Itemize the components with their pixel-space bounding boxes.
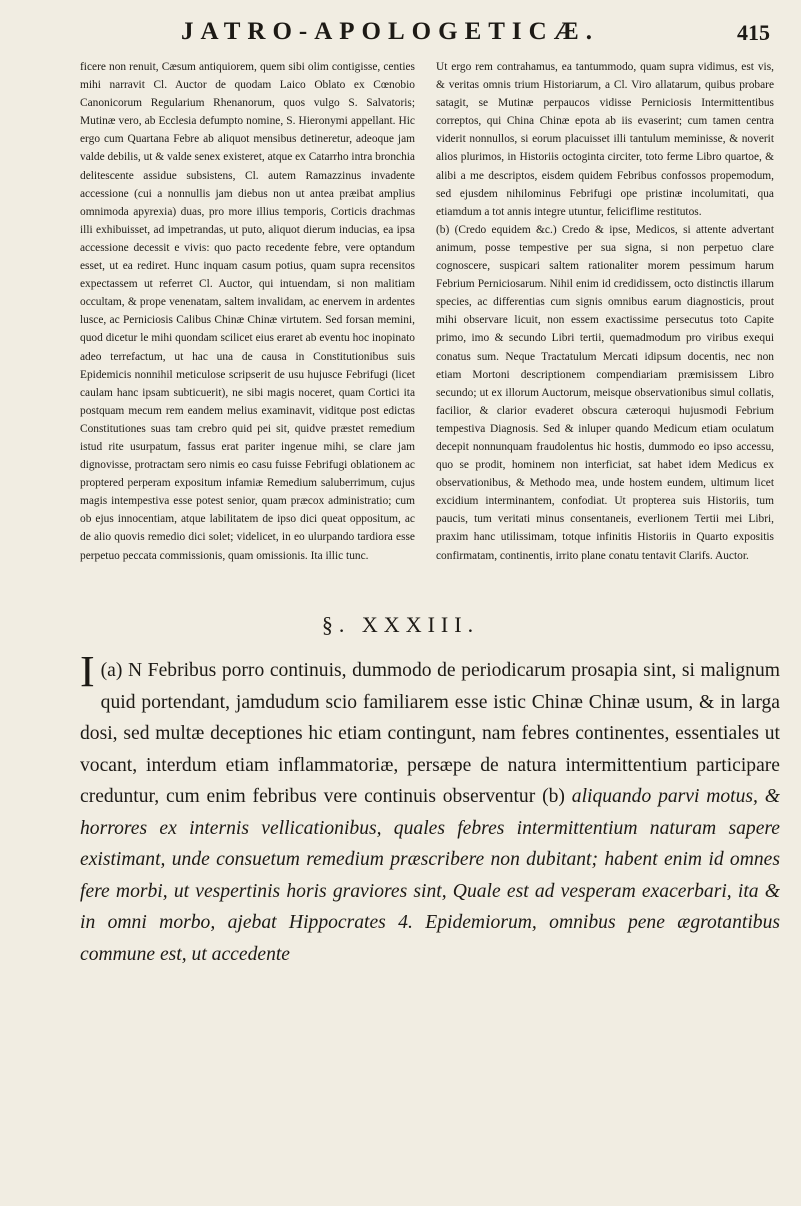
page-header bbox=[70, 18, 770, 48]
right-column-paragraph-b bbox=[436, 221, 774, 565]
note-marker-a: (a) bbox=[100, 660, 123, 681]
note-marker-b: (b) bbox=[436, 223, 450, 236]
running-title: JATRO-APOLOGETICÆ. bbox=[181, 18, 599, 45]
main-body bbox=[80, 647, 781, 970]
left-column bbox=[80, 58, 415, 565]
body-paragraph bbox=[80, 647, 781, 970]
right-column-paragraph-a: Ut ergo rem contrahamus, ea tantummodo, quam supra vidimus, est vis, & veritas omnis trium Historiarum, a Cl. Viro allatarum, quibus probare satagit, se Mutinæ perpaucos vidisse Perniciosis Intermittentibus correptos, qui China Chinæ epota ab iis evaserint; cum tamen centra viderit nonnullos, si eorum placuisset illi tantulum meminisse, & noverit alios plurimos, in Historiis octoginta circiter, toto ferme Libro quartoe, & alibi a me descriptos, eisdem quidem Febribus confossos propemodum, sed ejusdem nihilominus Febrifugi ope pristinæ incolumitati, qua etiamdum a tot annis integre utuntur, feliciflime restitutos. bbox=[436, 61, 774, 218]
page-number: 415 bbox=[737, 20, 770, 45]
note-marker-body-b: (b) bbox=[542, 786, 565, 807]
right-column bbox=[436, 58, 774, 565]
right-column-text-b: (Credo equidem &c.) Credo & ipse, Medicos, si attente advertant animum, posse tempestive per sua signa, si non perpetuo clare cognoscere, suspicari saltem rationaliter morem pessimum harum Febrium Perniciosarum. Nihil enim id credidissem, octo distinctis illarum species, ac differentias cum signis omnibus earum diagnosticis, prout mihi observare licuit, non essem exactissime persecutus toto Capite primo, imo & secundo Libri tertii, quemadmodum pro viribus exequi conatus sum. Neque Tractatulum Mercati idipsum docentis, nec non etiam Mortoni descriptionem compendiariam præmisissem Libro secundo; ut ex illorum Auctorum, meisque observationibus simul collatis, facilior, & clarior evaderet obscura cæteroqui hujusmodi Febrium tempestiva Diagnosis. Sed & inluper quando Medicum etiam oculatum decepit nonnunquam fraudolentus hic hostis, dummodo eo ipso accessu, quo se prodit, hominem non interficiat, sat habet idem Medicus ex observationibus, & Methodo mea, unde hostem eundem, ultimum licet excidium interminantem, confodiat. Ut propterea suis Historiis, tum paucis, tum veritati minus consentaneis, everlionem Tertii mei Libri, praxim hanc utilissimam, totque infinitis Historiis in Quarto expositis confirmatam, continentis, irrito plane conatu tentavit Clarifs. Auctor. bbox=[436, 223, 774, 562]
left-column-text: ficere non renuit, Cæsum antiquiorem, quem sibi olim contigisse, centies mihi narravit Cl. Auctor de quodam Laico Oblato ex Cœnobio Canonicorum Regularium Rhenanorum, quos vulgo S. Salvatoris; Mutinæ vero, ab Ecclesia defumpto nomine, S. Hieronymi appellant. Hic ergo cum Quartana Febre ab aliquot mensibus detineretur, adeoque jam valde debilis, ut & valde senex existeret, atque ex Catarrho intra bronchia delitescente assidue subsistens, Cl. autem Ramazzinus invadente accessione (cui a nonnullis jam diebus non ut antea præibat amplius omnimoda apyrexia) duas, pro more illius temporis, Corticis drachmas illi exhibuisset, ad impetrandas, ut puto, aliquot dierum inducias, ea ipsa accessione decessit e vivis: quo pacto recedente febre, vere optandum esset, ut ea rediret. Hunc inquam casum potius, quam supra recensitos expectassem ut referret Cl. Auctor, qui intuendam, si non malitiam occultam, & prope venenatam, saltem invalidam, ac enervem in ardentes lusce, ac Perniciosis Calibus Chinæ Chinæ virtutem. Sed forsan memini, quod dicetur le mihi quondam scilicet eius eraret ab eventu hoc inopinato adeo terrefactum, ut hac una de causa in Constitutionibus suis Epidemicis nonnihil meticulose scripserit de usu hujusce Febrifugi (licet caulam hanc ipsam subticuerit), ne sibi magis noceret, quam Cortici ita postquam mecum rem eandem melius examinavit, viditque post edictas Constitutiones suas tam crebro quid pei sit, quidve præstet remedium istud rite usurpatum, fassus erat pariter ingenue mihi, se clare jam dignovisse, protractam sero nimis eo casu fuisse Febrifugi oblationem ac proptered perperam expositum infamiæ Remedium saluberrimum, cujus magis intempestiva esse potest senior, quam præcox administratio; cum ob ejus innocentiam, atque labilitatem de ipso dici queat oppositum, ac de alio quovis remedio dici solet; videlicet, in eo ulurpando tardiora esse perpetuo peccata commissionis, quam omissionis. Ita illic tunc. bbox=[80, 61, 415, 562]
body-text-1: N Febribus porro continuis, dummodo de periodicarum prosapia sint, si malignum quid portendant, jamdudum scio familiarem esse istic Chinæ Chinæ usum, & in larga dosi, sed multæ deceptiones hic etiam contingunt, nam febres continentes, essentiales ut vocant, interdum etiam inflammatoriæ, persæpe de natura intermittentium participare creduntur, cum enim febribus vere continuis observentur bbox=[80, 660, 780, 807]
section-heading: §. XXXIII. bbox=[321, 612, 480, 637]
two-column-notes bbox=[80, 58, 780, 633]
drop-cap: I bbox=[80, 647, 95, 696]
body-text-2: aliquando parvi motus, & horrores ex internis vellicationibus, quales febres intermittentium naturam sapere existimant, unde consuetum remedium præscribere non dubitant; habent enim id omnes fere morbi, ut vespertinis horis graviores sint, Quale est ad vesperam exacerbari, ita & in omni morbo, ajebat Hippocrates 4. Epidemiorum, omnibus pene ægrotantibus commune est, ut accedente bbox=[80, 786, 781, 965]
